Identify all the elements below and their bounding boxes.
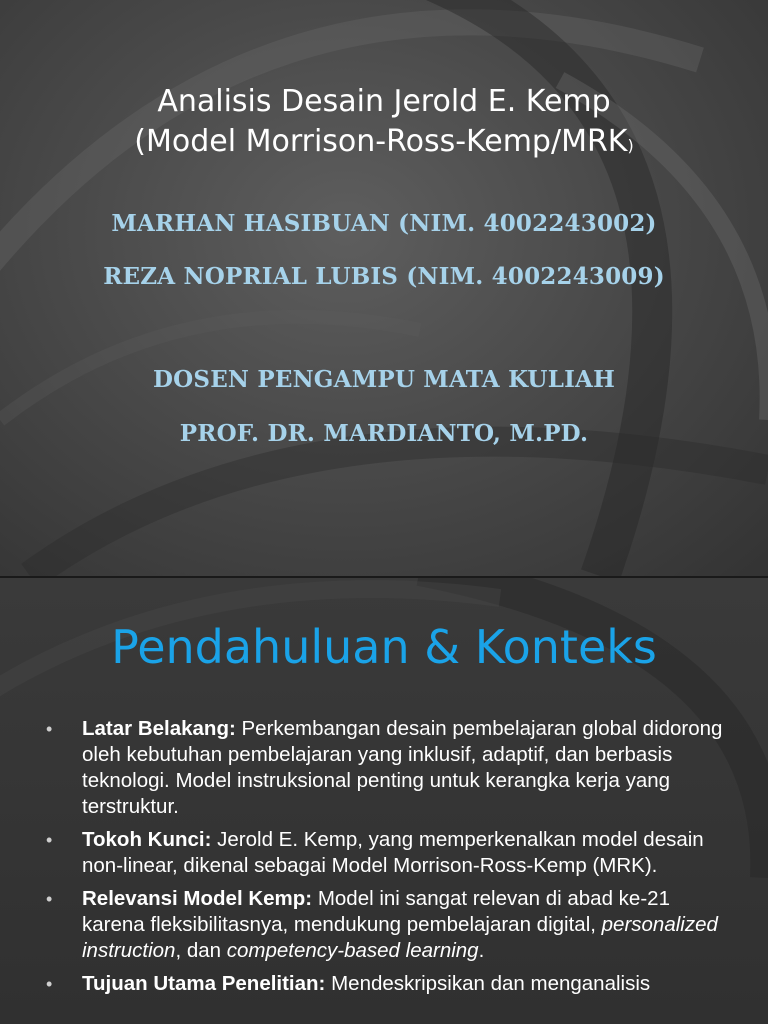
bullet-item (46, 886, 726, 964)
title-line-2-tail: ) (627, 136, 634, 155)
bullet-text: , dan (175, 939, 227, 962)
intro-slide (0, 578, 768, 1024)
lecturer-label: DOSEN PENGAMPU MATA KULIAH (153, 366, 615, 393)
bullet-label: Tokoh Kunci: (82, 828, 212, 851)
author-1: MARHAN HASIBUAN (NIM. 4002243002) (111, 210, 657, 237)
bullet-text: Mendeskripsikan dan menganalisis (325, 972, 651, 995)
bullet-dot: • (46, 719, 53, 739)
bullet-text: Model ini sangat relevan di abad ke-21 karena fleksibilitasnya, mendukung pembelajaran digital, (82, 887, 670, 936)
bullet-item (46, 827, 726, 879)
bullet-label: Relevansi Model Kemp: (82, 887, 313, 910)
bullet-item (46, 716, 726, 820)
title-line-2-main: (Model Morrison-Ross-Kemp/MRK (134, 124, 628, 159)
bullet-text: Perkembangan desain pembelajaran global didorong oleh kebutuhan pembelajaran yang inklusif, adaptif, dan berbasis teknologi. Model instruksional penting untuk kerangka kerja yang terstruktur. (82, 717, 723, 818)
slide-title: Pendahuluan & Konteks (111, 620, 657, 674)
bullet-label: Tujuan Utama Penelitian: (82, 972, 326, 995)
bullet-italic: competency-based learning (226, 939, 479, 962)
title-line-1: Analisis Desain Jerold E. Kemp (157, 84, 611, 119)
bullet-text: Jerold E. Kemp, yang memperkenalkan model desain non-linear, dikenal sebagai Model Morrison-Ross-Kemp (MRK). (82, 828, 704, 877)
bullet-text: . (478, 939, 485, 962)
bullet-item (46, 971, 726, 997)
bullet-label: Latar Belakang: (82, 717, 236, 740)
bullet-dot: • (46, 830, 53, 850)
bullet-dot: • (46, 889, 53, 909)
bullet-italic: personalized instruction (82, 913, 718, 962)
bullet-dot: • (46, 974, 53, 994)
title-line-2 (0, 124, 768, 159)
lecturer-name: PROF. DR. MARDIANTO, M.PD. (179, 420, 589, 447)
bullet-list (46, 716, 726, 1004)
author-2: REZA NOPRIAL LUBIS (NIM. 4002243009) (103, 263, 665, 290)
